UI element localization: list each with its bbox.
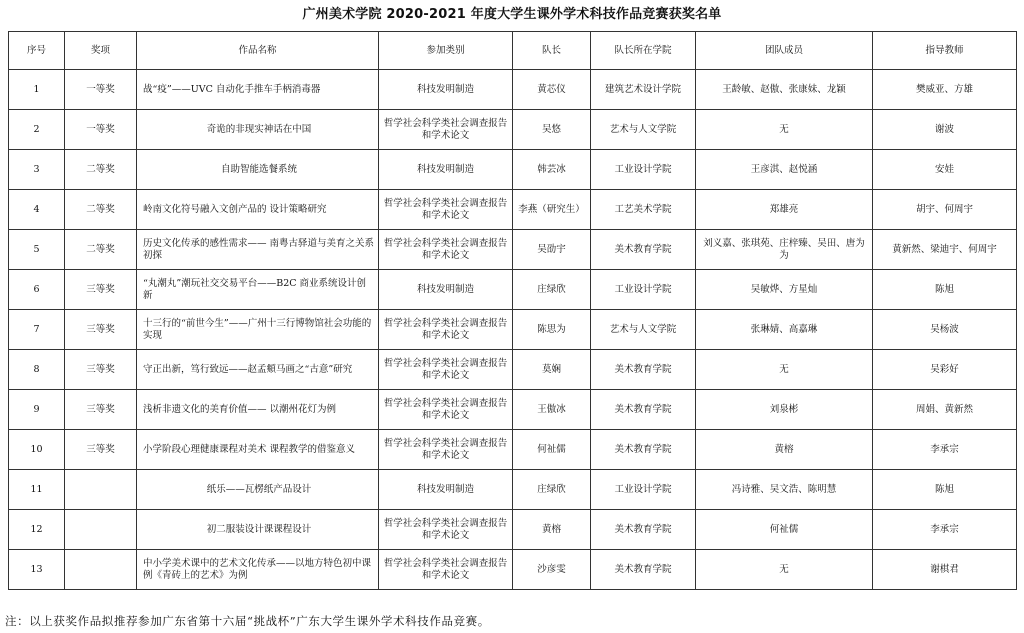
cell-members: 无	[696, 350, 873, 390]
cell-leader: 吴悠	[513, 110, 591, 150]
cell-leader: 何祉儒	[513, 430, 591, 470]
table-row	[9, 150, 1017, 190]
cell-category: 科技发明制造	[379, 470, 513, 510]
cell-award: 三等奖	[65, 310, 137, 350]
cell-advisor: 陈旭	[873, 470, 1017, 510]
cell-leader: 黄芯仪	[513, 70, 591, 110]
cell-category: 科技发明制造	[379, 70, 513, 110]
table-row	[9, 510, 1017, 550]
cell-college: 工业设计学院	[591, 470, 696, 510]
header-work: 作品名称	[137, 32, 379, 70]
cell-category: 哲学社会科学类社会调查报告和学术论文	[379, 430, 513, 470]
header-members: 团队成员	[696, 32, 873, 70]
cell-college: 美术教育学院	[591, 350, 696, 390]
cell-advisor: 吴杨波	[873, 310, 1017, 350]
cell-leader: 黄榕	[513, 510, 591, 550]
cell-advisor: 李承宗	[873, 430, 1017, 470]
cell-members: 黄榕	[696, 430, 873, 470]
cell-work: 自助智能选餐系统	[137, 150, 379, 190]
cell-no: 7	[9, 310, 65, 350]
cell-award: 三等奖	[65, 430, 137, 470]
header-category: 参加类别	[379, 32, 513, 70]
cell-no: 3	[9, 150, 65, 190]
footnote: 注：以上获奖作品拟推荐参加广东省第十六届“挑战杯”广东大学生课外学术科技作品竞赛。	[5, 614, 490, 628]
cell-work: “丸潮丸”潮玩社交交易平台——B2C 商业系统设计创新	[137, 270, 379, 310]
cell-award: 一等奖	[65, 70, 137, 110]
cell-work: 历史文化传承的感性需求—— 南粤古驿道与美育之关系初探	[137, 230, 379, 270]
cell-members: 王彦淇、赵悦涵	[696, 150, 873, 190]
cell-no: 11	[9, 470, 65, 510]
table-header-row	[9, 32, 1017, 70]
table-body	[9, 70, 1017, 590]
cell-award: 二等奖	[65, 150, 137, 190]
cell-college: 建筑艺术设计学院	[591, 70, 696, 110]
cell-award	[65, 550, 137, 590]
cell-members: 吴敏烨、方星灿	[696, 270, 873, 310]
cell-work: 守正出新，笃行致远——赵孟頫马画之“古意”研究	[137, 350, 379, 390]
cell-category: 哲学社会科学类社会调查报告和学术论文	[379, 510, 513, 550]
cell-members: 刘义嘉、张琪苑、庄梓臻、吴田、唐为为	[696, 230, 873, 270]
cell-college: 工业设计学院	[591, 150, 696, 190]
cell-category: 哲学社会科学类社会调查报告和学术论文	[379, 230, 513, 270]
awards-table	[8, 31, 1017, 590]
header-advisor: 指导教师	[873, 32, 1017, 70]
cell-leader: 沙彦雯	[513, 550, 591, 590]
table-row	[9, 110, 1017, 150]
cell-award: 二等奖	[65, 190, 137, 230]
cell-award	[65, 470, 137, 510]
table-row	[9, 350, 1017, 390]
cell-members: 张琳婧、高嘉琳	[696, 310, 873, 350]
cell-members: 刘泉彬	[696, 390, 873, 430]
cell-members: 无	[696, 110, 873, 150]
cell-advisor: 陈旭	[873, 270, 1017, 310]
cell-no: 1	[9, 70, 65, 110]
table-row	[9, 70, 1017, 110]
page-title: 广州美术学院 2020-2021 年度大学生课外学术科技作品竞赛获奖名单	[302, 7, 722, 22]
cell-college: 工艺美术学院	[591, 190, 696, 230]
cell-no: 13	[9, 550, 65, 590]
cell-work: 初二服装设计课课程设计	[137, 510, 379, 550]
cell-leader: 莫娴	[513, 350, 591, 390]
cell-advisor: 吴彩好	[873, 350, 1017, 390]
header-leader: 队长	[513, 32, 591, 70]
cell-college: 美术教育学院	[591, 550, 696, 590]
cell-category: 哲学社会科学类社会调查报告和学术论文	[379, 550, 513, 590]
table-row	[9, 390, 1017, 430]
header-college: 队长所在学院	[591, 32, 696, 70]
cell-award: 二等奖	[65, 230, 137, 270]
cell-work: 岭南文化符号融入文创产品的 设计策略研究	[137, 190, 379, 230]
table-row	[9, 190, 1017, 230]
cell-leader: 王傲冰	[513, 390, 591, 430]
cell-advisor: 樊威亚、方雄	[873, 70, 1017, 110]
cell-category: 哲学社会科学类社会调查报告和学术论文	[379, 350, 513, 390]
cell-members: 冯诗雅、吴文浩、陈明慧	[696, 470, 873, 510]
cell-leader: 庄绿欣	[513, 470, 591, 510]
cell-work: 十三行的“前世今生”——广州十三行博物馆社会功能的实现	[137, 310, 379, 350]
cell-no: 6	[9, 270, 65, 310]
cell-advisor: 周娟、黄新然	[873, 390, 1017, 430]
cell-leader: 陈思为	[513, 310, 591, 350]
cell-leader: 吴劭宇	[513, 230, 591, 270]
cell-work: 战“疫”——UVC 自动化手推车手柄消毒器	[137, 70, 379, 110]
cell-advisor: 黄新然、梁迪宇、何周宇	[873, 230, 1017, 270]
cell-category: 哲学社会科学类社会调查报告和学术论文	[379, 310, 513, 350]
cell-no: 12	[9, 510, 65, 550]
cell-college: 艺术与人文学院	[591, 110, 696, 150]
cell-award: 三等奖	[65, 390, 137, 430]
cell-category: 哲学社会科学类社会调查报告和学术论文	[379, 190, 513, 230]
cell-advisor: 谢波	[873, 110, 1017, 150]
cell-award	[65, 510, 137, 550]
cell-no: 4	[9, 190, 65, 230]
table-row	[9, 430, 1017, 470]
cell-advisor: 李承宗	[873, 510, 1017, 550]
cell-award: 一等奖	[65, 110, 137, 150]
cell-work: 中小学美术课中的艺术文化传承——以地方特色初中课例《青砖上的艺术》为例	[137, 550, 379, 590]
cell-leader: 韩芸冰	[513, 150, 591, 190]
cell-college: 美术教育学院	[591, 230, 696, 270]
cell-college: 工业设计学院	[591, 270, 696, 310]
cell-work: 纸乐——瓦楞纸产品设计	[137, 470, 379, 510]
cell-work: 奇诡的非现实神话在中国	[137, 110, 379, 150]
cell-advisor: 安娃	[873, 150, 1017, 190]
header-award: 奖项	[65, 32, 137, 70]
cell-members: 郑雄亮	[696, 190, 873, 230]
cell-no: 5	[9, 230, 65, 270]
cell-college: 美术教育学院	[591, 390, 696, 430]
cell-leader: 庄绿欣	[513, 270, 591, 310]
table-row	[9, 270, 1017, 310]
cell-no: 8	[9, 350, 65, 390]
cell-college: 艺术与人文学院	[591, 310, 696, 350]
table-row	[9, 310, 1017, 350]
cell-work: 浅析非遗文化的美育价值—— 以潮州花灯为例	[137, 390, 379, 430]
cell-category: 哲学社会科学类社会调查报告和学术论文	[379, 110, 513, 150]
cell-category: 科技发明制造	[379, 270, 513, 310]
cell-college: 美术教育学院	[591, 430, 696, 470]
cell-award: 三等奖	[65, 350, 137, 390]
cell-leader: 李燕（研究生）	[513, 190, 591, 230]
cell-no: 10	[9, 430, 65, 470]
table-row	[9, 550, 1017, 590]
cell-award: 三等奖	[65, 270, 137, 310]
header-no: 序号	[9, 32, 65, 70]
cell-category: 哲学社会科学类社会调查报告和学术论文	[379, 390, 513, 430]
table-row	[9, 470, 1017, 510]
cell-members: 王龄敏、赵傲、张康妹、龙颖	[696, 70, 873, 110]
cell-no: 2	[9, 110, 65, 150]
cell-category: 科技发明制造	[379, 150, 513, 190]
cell-advisor: 胡宇、何周宇	[873, 190, 1017, 230]
cell-no: 9	[9, 390, 65, 430]
cell-work: 小学阶段心理健康课程对美术 课程教学的借鉴意义	[137, 430, 379, 470]
cell-members: 何祉儒	[696, 510, 873, 550]
table-row	[9, 230, 1017, 270]
cell-members: 无	[696, 550, 873, 590]
cell-college: 美术教育学院	[591, 510, 696, 550]
cell-advisor: 谢棋君	[873, 550, 1017, 590]
